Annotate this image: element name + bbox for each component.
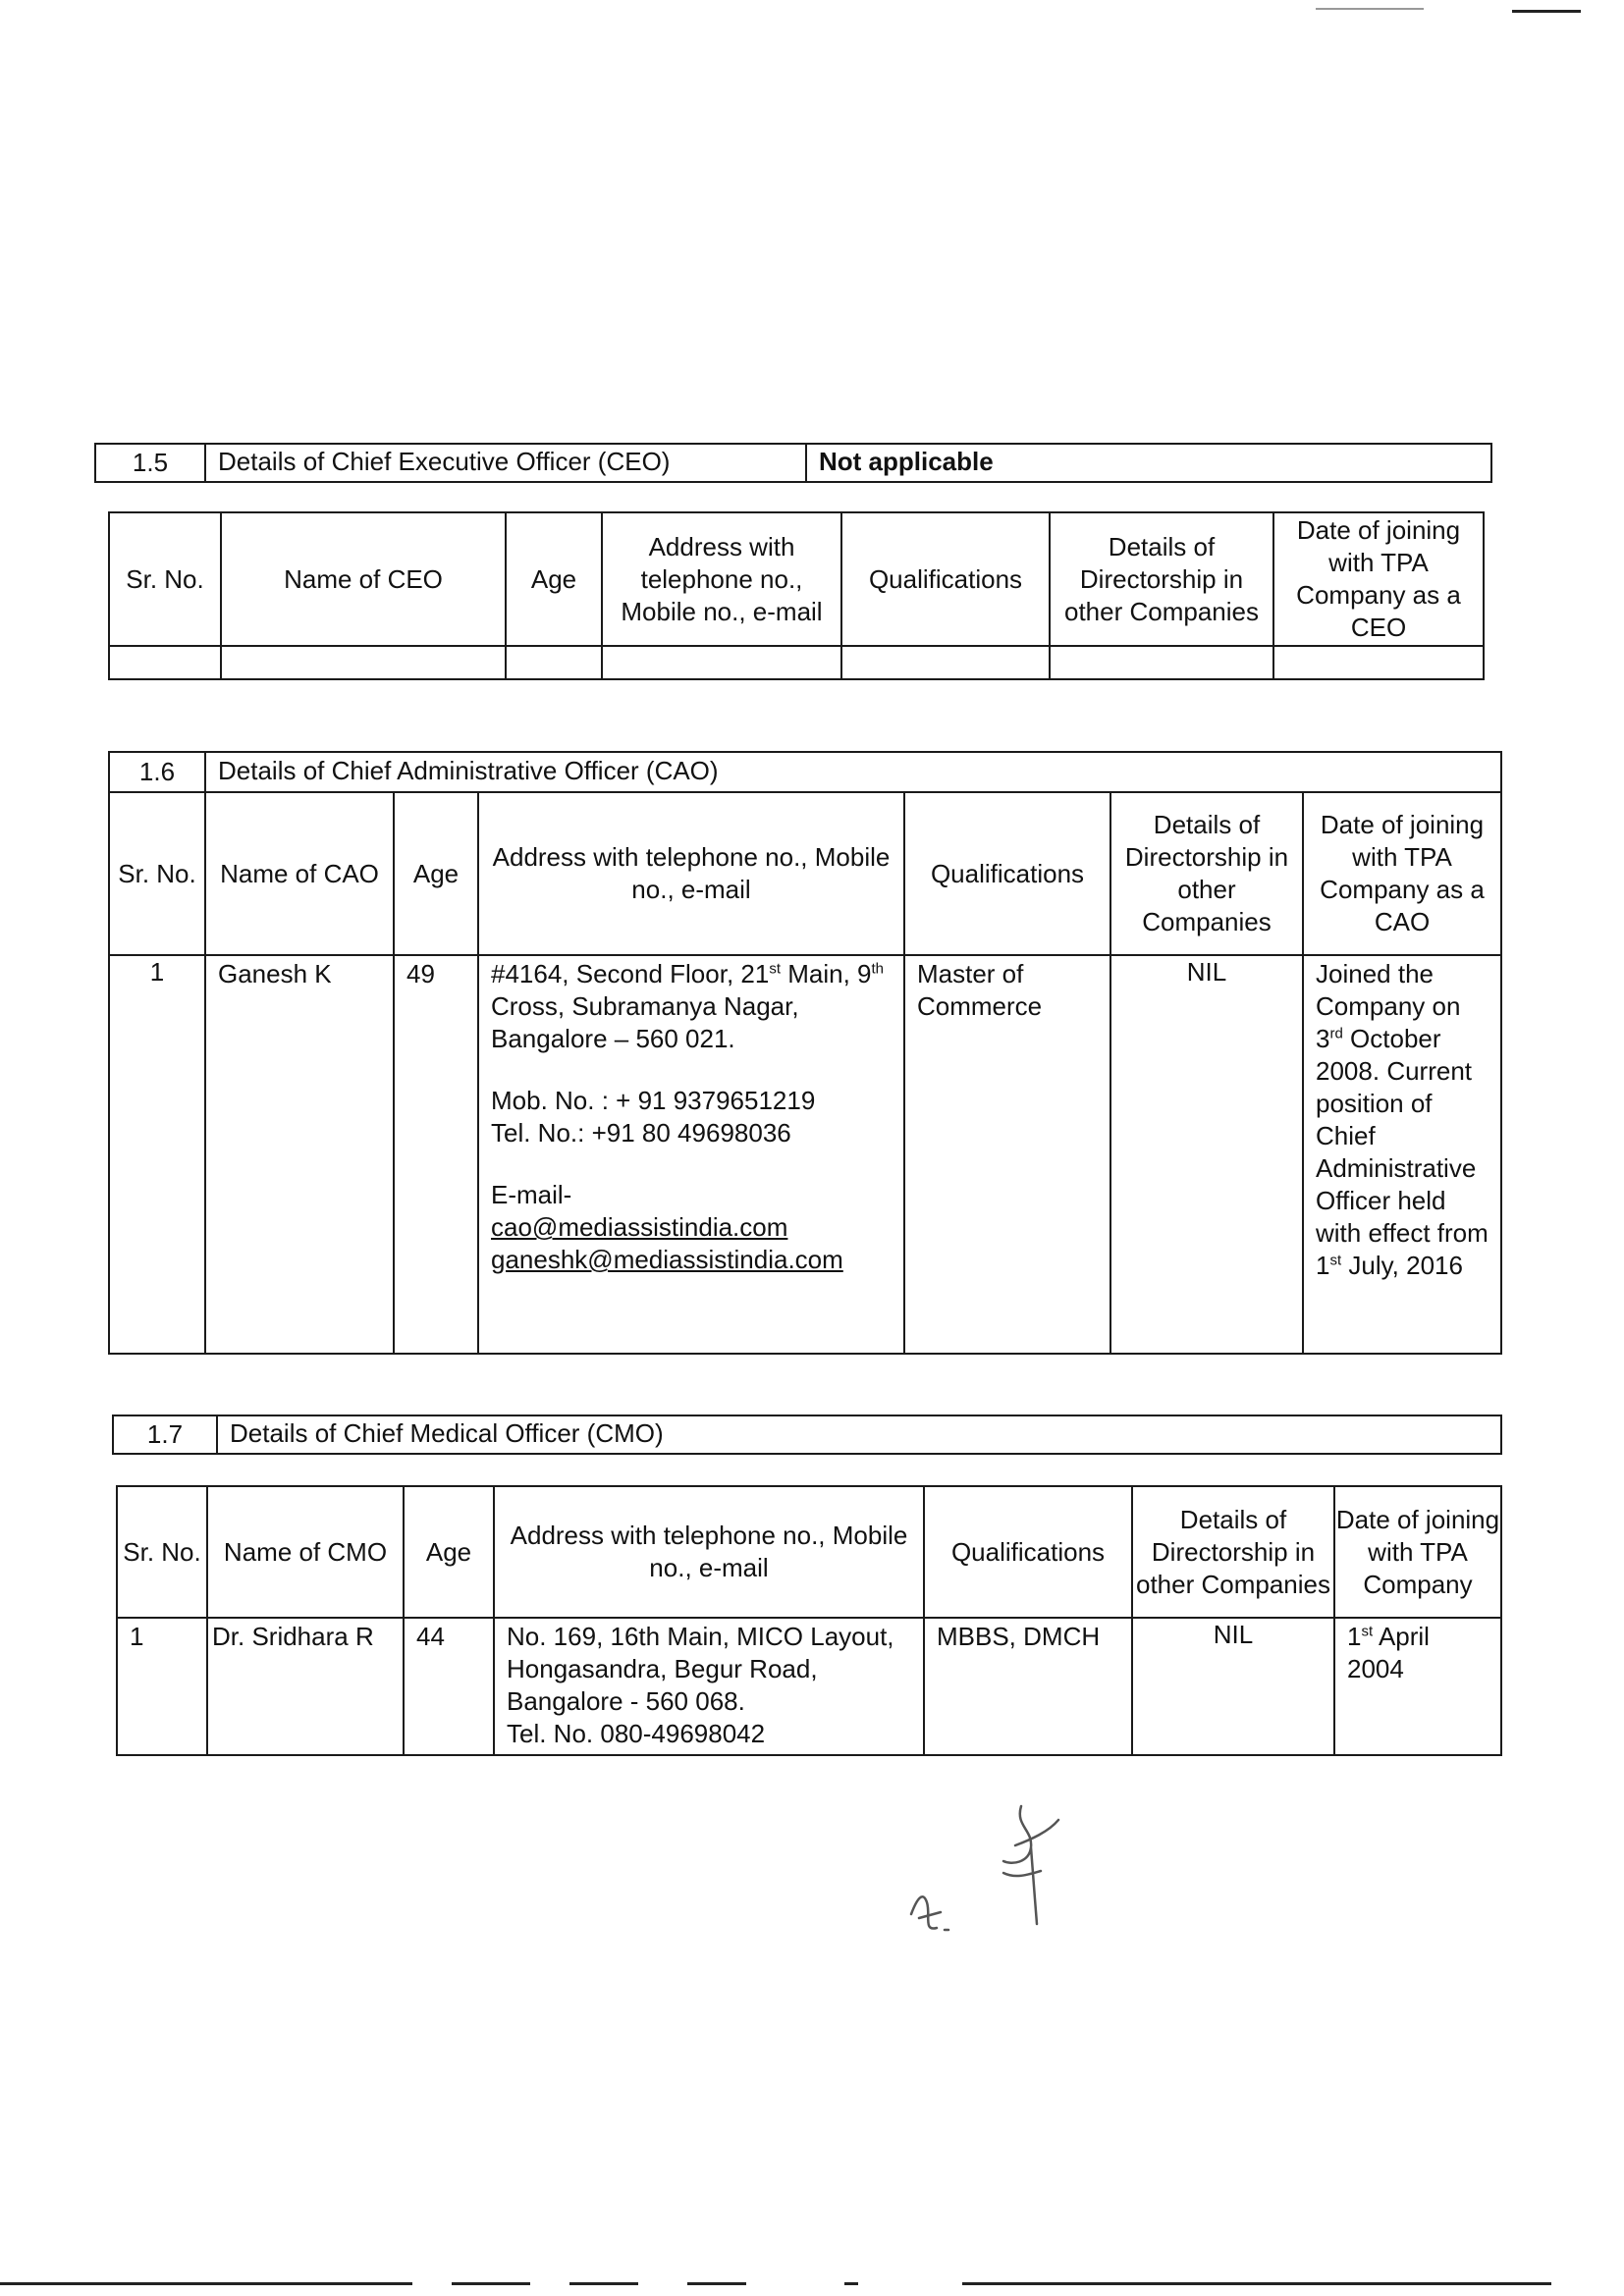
column-header: Date of joining with TPA Company bbox=[1334, 1486, 1501, 1618]
section-number: 1.5 bbox=[95, 444, 205, 482]
column-header: Details of Directorship in other Companies bbox=[1050, 512, 1273, 646]
qualifications-cell: MBBS, DMCH bbox=[924, 1618, 1132, 1755]
age-cell: 44 bbox=[404, 1618, 494, 1755]
address-cell: #4164, Second Floor, 21st Main, 9th Cross, Subramanya Nagar, Bangalore – 560 021. Mob. No. : + 91 9379651219 Tel. No.: +91 80 49698036 E-mail- cao@mediassistindia.com ganeshk@mediassistindia.com bbox=[478, 955, 904, 1354]
email-label: E-mail- bbox=[491, 1180, 572, 1209]
column-header: Age bbox=[394, 792, 478, 955]
table-header-row bbox=[109, 792, 1501, 955]
sr-no-cell: 1 bbox=[117, 1618, 207, 1755]
column-header: Age bbox=[404, 1486, 494, 1618]
address-line: #4164, Second Floor, 21 bbox=[491, 959, 770, 988]
table-header-row bbox=[117, 1486, 1501, 1618]
scan-edge-line bbox=[569, 2282, 638, 2285]
column-header: Age bbox=[506, 512, 602, 646]
column-header: Sr. No. bbox=[109, 512, 221, 646]
cmo-section-header bbox=[112, 1415, 1502, 1455]
section-title: Details of Chief Administrative Officer (CAO) bbox=[205, 752, 1501, 792]
scan-edge-line bbox=[962, 2282, 1551, 2285]
section-title: Details of Chief Medical Officer (CMO) bbox=[217, 1415, 1501, 1454]
table-row bbox=[117, 1618, 1501, 1755]
column-header: Date of joining with TPA Company as a CAO bbox=[1303, 792, 1501, 955]
age-cell: 49 bbox=[394, 955, 478, 1354]
column-header: Address with telephone no., Mobile no., e-mail bbox=[602, 512, 841, 646]
column-header: Sr. No. bbox=[117, 1486, 207, 1618]
joining-date-cell: 1st April 2004 bbox=[1334, 1618, 1501, 1755]
scan-edge-line bbox=[0, 2282, 412, 2285]
column-header: Qualifications bbox=[841, 512, 1050, 646]
scan-edge-line bbox=[1512, 10, 1581, 13]
name-cell: Dr. Sridhara R bbox=[207, 1618, 404, 1755]
name-cell: Ganesh K bbox=[205, 955, 394, 1354]
column-header: Sr. No. bbox=[109, 792, 205, 955]
address-cell bbox=[494, 1618, 924, 1755]
telephone-number: Tel. No. 080-49698042 bbox=[507, 1719, 766, 1748]
scan-edge-line bbox=[844, 2282, 858, 2285]
status-label: Not applicable bbox=[806, 444, 1491, 482]
telephone-number: Tel. No.: +91 80 49698036 bbox=[491, 1118, 791, 1148]
scan-edge-line bbox=[1316, 8, 1424, 10]
cmo-table bbox=[116, 1485, 1502, 1756]
column-header: Name of CAO bbox=[205, 792, 394, 955]
cao-section-header bbox=[109, 752, 1501, 792]
joining-date-cell: Joined the Company on 3rd October 2008. Current position of Chief Administrative Officer held with effect from 1st July, 2016 bbox=[1303, 955, 1501, 1354]
signature-mark bbox=[893, 1796, 1119, 1953]
ceo-table bbox=[108, 511, 1485, 680]
section-number: 1.7 bbox=[113, 1415, 217, 1454]
table-row bbox=[109, 955, 1501, 1354]
table-row bbox=[109, 646, 1484, 679]
directorship-cell: NIL bbox=[1132, 1618, 1334, 1755]
mobile-number: Mob. No. : + 91 9379651219 bbox=[491, 1086, 816, 1115]
section-title: Details of Chief Executive Officer (CEO) bbox=[205, 444, 806, 482]
column-header: Name of CEO bbox=[221, 512, 506, 646]
email-link[interactable]: cao@mediassistindia.com bbox=[491, 1212, 788, 1242]
sr-no-cell: 1 bbox=[109, 955, 205, 1354]
section-number: 1.6 bbox=[109, 752, 205, 792]
cao-table bbox=[108, 751, 1502, 1355]
email-link[interactable]: ganeshk@mediassistindia.com bbox=[491, 1245, 843, 1274]
column-header: Details of Directorship in other Companies bbox=[1132, 1486, 1334, 1618]
column-header: Address with telephone no., Mobile no., e-mail bbox=[478, 792, 904, 955]
column-header: Date of joining with TPA Company as a CEO bbox=[1273, 512, 1484, 646]
address-text: No. 169, 16th Main, MICO Layout, Hongasandra, Begur Road, Bangalore - 560 068. bbox=[507, 1622, 894, 1716]
column-header: Qualifications bbox=[904, 792, 1110, 955]
qualifications-cell: Master of Commerce bbox=[904, 955, 1110, 1354]
scan-edge-line bbox=[452, 2282, 530, 2285]
address-line: Main, 9 bbox=[787, 959, 872, 988]
column-header: Name of CMO bbox=[207, 1486, 404, 1618]
directorship-cell: NIL bbox=[1110, 955, 1303, 1354]
table-header-row bbox=[109, 512, 1484, 646]
scan-edge-line bbox=[687, 2282, 746, 2285]
ceo-section-header bbox=[94, 443, 1492, 483]
column-header: Qualifications bbox=[924, 1486, 1132, 1618]
address-line: Cross, Subramanya Nagar, Bangalore – 560 021. bbox=[491, 991, 799, 1053]
column-header: Address with telephone no., Mobile no., e-mail bbox=[494, 1486, 924, 1618]
column-header: Details of Directorship in other Companies bbox=[1110, 792, 1303, 955]
